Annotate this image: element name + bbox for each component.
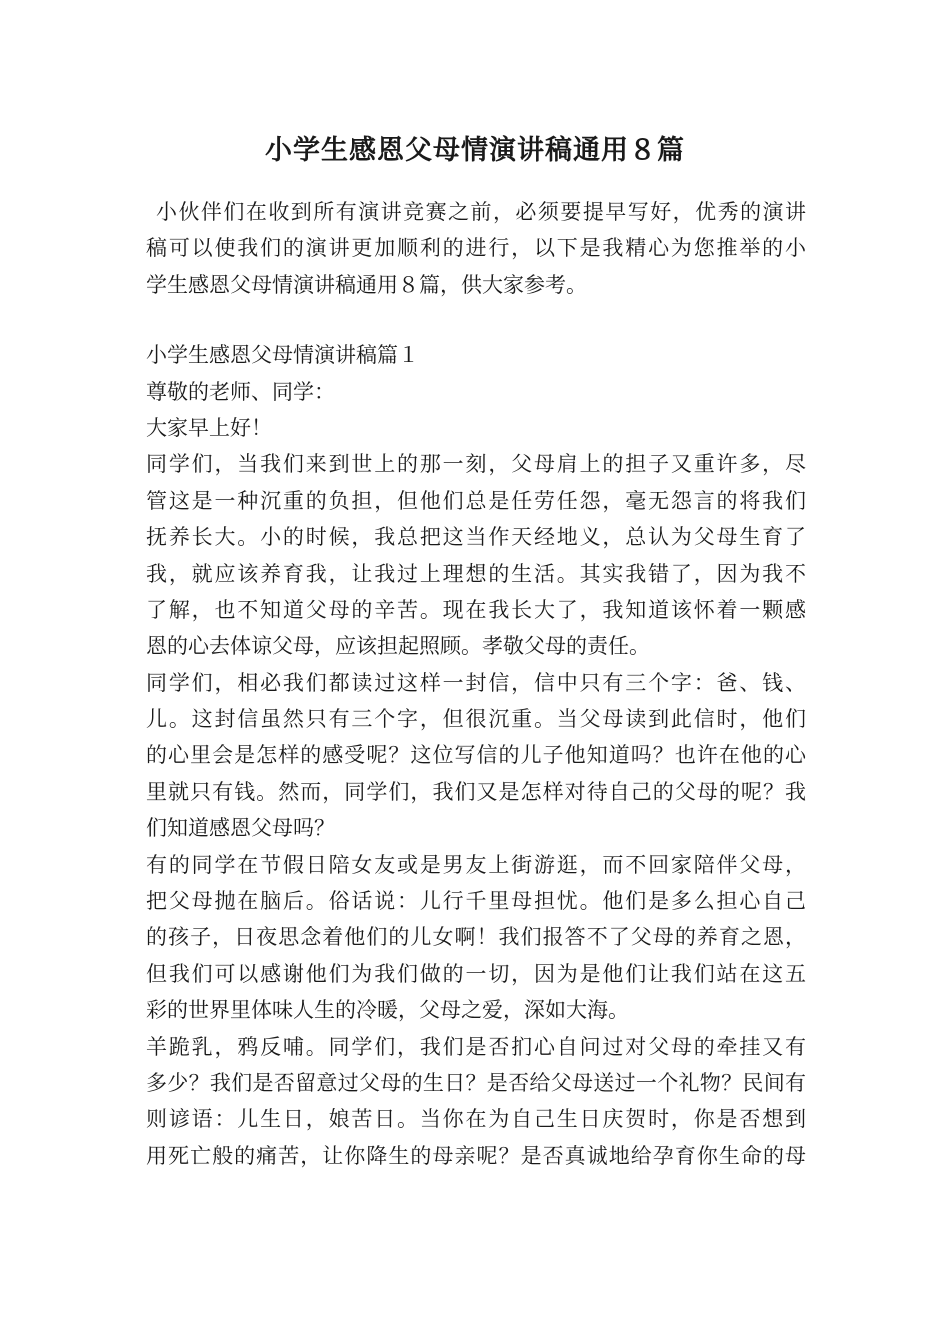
text-line: 管这是一种沉重的负担，但他们总是任劳任怨，毫无怨言的将我们 — [146, 488, 806, 513]
text-line: 儿。这封信虽然只有三个字，但很沉重。当父母读到此信时，他们 — [146, 707, 806, 732]
text-line: 把父母抛在脑后。俗话说：儿行千里母担忧。他们是多么担心自己 — [146, 889, 806, 914]
body-paragraph — [146, 665, 806, 847]
text-line: 小伙伴们在收到所有演讲竞赛之前，必须要提早写好，优秀的演讲 — [156, 200, 806, 224]
text-line: 同学们，相必我们都读过这样一封信，信中只有三个字：爸、钱、 — [146, 670, 806, 695]
section-heading: 小学生感恩父母情演讲稿篇１ — [146, 343, 419, 368]
body-paragraph — [146, 1029, 806, 1175]
text-line: 里就只有钱。然而，同学们，我们又是怎样对待自己的父母的呢？我 — [146, 779, 806, 804]
text-line: 有的同学在节假日陪女友或是男友上街游逛，而不回家陪伴父母， — [146, 852, 806, 877]
text-line: 则谚语：儿生日，娘苦日。当你在为自己生日庆贺时，你是否想到 — [146, 1107, 806, 1132]
intro-paragraph — [146, 194, 806, 303]
salutation: 尊敬的老师、同学： — [146, 379, 335, 404]
text-line: 彩的世界里体味人生的冷暖，父母之爱，深如大海。 — [146, 998, 629, 1023]
text-line: 学生感恩父母情演讲稿通用８篇，供大家参考。 — [146, 272, 587, 297]
text-line: 同学们，当我们来到世上的那一刻，父母肩上的担子又重许多，尽 — [146, 452, 806, 477]
text-line: 羊跪乳，鸦反哺。同学们，我们是否扪心自问过对父母的牵挂又有 — [146, 1034, 806, 1059]
text-line: 但我们可以感谢他们为我们做的一切，因为是他们让我们站在这五 — [146, 961, 806, 986]
document-body — [146, 194, 806, 1174]
text-line: 我，就应该养育我，让我过上理想的生活。其实我错了，因为我不 — [146, 561, 806, 586]
body-paragraph — [146, 847, 806, 1029]
body-paragraph — [146, 446, 806, 664]
paragraph-gap — [146, 303, 806, 337]
text-line: 抚养长大。小的时候，我总把这当作天经地义，总认为父母生育了 — [146, 525, 806, 550]
greeting: 大家早上好！ — [146, 415, 272, 440]
text-line: 恩的心去体谅父母，应该担起照顾。孝敬父母的责任。 — [146, 634, 650, 659]
text-line: 的心里会是怎样的感受呢？这位写信的儿子他知道吗？也许在他的心 — [146, 743, 806, 768]
text-line: 的孩子，日夜思念着他们的儿女啊！我们报答不了父母的养育之恩， — [146, 925, 806, 950]
text-line: 稿可以使我们的演讲更加顺利的进行，以下是我精心为您推举的小 — [146, 236, 806, 261]
text-line: 们知道感恩父母吗？ — [146, 816, 335, 841]
document-title: 小学生感恩父母情演讲稿通用８篇 — [265, 135, 685, 166]
text-line: 多少？我们是否留意过父母的生日？是否给父母送过一个礼物？民间有 — [146, 1070, 806, 1095]
text-line: 用死亡般的痛苦，让你降生的母亲呢？是否真诚地给孕育你生命的母 — [146, 1143, 806, 1168]
text-line: 了解，也不知道父母的辛苦。现在我长大了，我知道该怀着一颗感 — [146, 597, 806, 622]
